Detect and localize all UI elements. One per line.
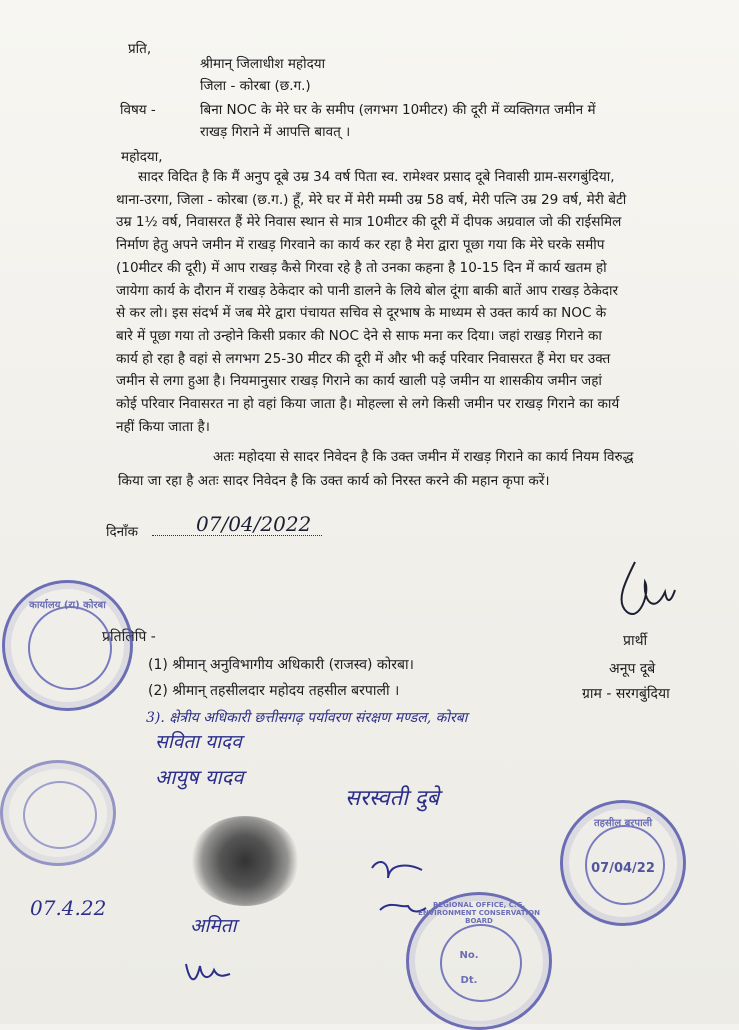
body-paragraph [116, 166, 696, 438]
body-line: बारे में पूछा गया तो उन्होने किसी प्रकार की NOC देने से साफ मना कर दिया। जहां राखड़ गिराने का [116, 327, 602, 344]
handwritten-name-amita: अमिता [190, 915, 237, 937]
thumb-impression [190, 816, 300, 906]
stamp-right-date: 07/04/22 [591, 861, 655, 876]
copy-item-1: (1) श्रीमान् अनुविभागीय अधिकारी (राजस्व) कोरबा। [148, 657, 414, 673]
copy-item-2: (2) श्रीमान् तहसीलदार महोदय तहसील बरपाली । [148, 683, 400, 699]
applicant-signature [605, 552, 685, 632]
applicant-village: ग्राम - सरगबुंदिया [582, 686, 670, 702]
stamp-left-text: कार्यालय (रा) कोरबा [29, 600, 106, 611]
body-line: कार्य हो रहा है वहां से लगभग 25-30 मीटर की दूरी में और भी कई परिवार निवासरत हैं मेरा घर उक्त [116, 350, 611, 367]
handwritten-name-savita: सविता यादव [155, 731, 242, 753]
body-line: थाना-उरगा, जिला - कोरबा (छ.ग.) हूँ, मेरे घर में मेरी मम्मी उम्र 58 वर्ष, मेरी पत्नि उम्र 29 वर्ष, मेरी बेटी [116, 191, 627, 208]
closing-line-1: अतः महोदया से सादर निवेदन है कि उक्त जमीन में राखड़ गिराने का कार्य नियम विरुद्ध [213, 449, 634, 465]
tehsil-stamp-right [560, 800, 686, 926]
subject-line-1: बिना NOC के मेरे घर के समीप (लगभग 10मीटर) की दूरी में व्यक्तिगत जमीन में [200, 102, 596, 118]
body-line: नहीं किया जाता है। [116, 418, 210, 435]
salutation: महोदया, [121, 149, 163, 165]
recipient-line-2: जिला - कोरबा (छ.ग.) [200, 78, 311, 94]
body-line: (10मीटर की दूरी) में आप राखड़ कैसे गिरवा रहे है तो उनका कहना है 10-15 दिन में कार्य खतम हो [116, 259, 607, 276]
body-line: से कर लो। इस संदर्भ में जब मेरे द्वारा पंचायत सचिव से दूरभाष के माध्यम से उक्त कार्य का NOC के [116, 305, 607, 322]
amita-signature [180, 944, 240, 994]
recipient-line-1: श्रीमान् जिलाधीश महोदया [200, 56, 326, 72]
environment-board-stamp [406, 892, 552, 1030]
date-handwritten: 07/04/2022 [196, 512, 312, 536]
stamp-bottom-ring: REGIONAL OFFICE, C.G. ENVIRONMENT CONSERVATION BOARD [418, 901, 540, 925]
applicant-name: अनूप दूबे [609, 661, 656, 677]
office-stamp-left-faded [0, 760, 116, 866]
stamp-bottom-dt: Dt. [460, 975, 478, 986]
handwritten-name-saraswati: सरस्वती दुबे [345, 786, 440, 811]
stamp-bottom-no: No. [459, 950, 479, 961]
subject-label: विषय - [120, 102, 156, 118]
body-line: कोई परिवार निवासरत ना हो वहां किया जाता है। मोहल्ला से लगे किसी जमीन पर राखड़ गिराने का कार्य [116, 396, 620, 413]
body-line: जायेगा कार्य के दौरान में राखड़ ठेकेदार को पानी डालने के लिये बोल दूंगा बाकी बातें आप राखड़ ठेकेदार [116, 282, 619, 299]
body-line: निर्माण हेतु अपने जमीन में राखड़ गिरवाने का कार्य कर रहा है मेरा द्वारा पूछा गया कि मेरे घरके समीप [116, 237, 605, 254]
applicant-label: प्रार्थी [623, 633, 648, 649]
copy-label: प्रतिलिपि - [102, 629, 156, 645]
body-line: जमीन से लगा हुआ है। नियमानुसार राखड़ गिराने का कार्य खाली पड़े जमीन या शासकीय जमीन जहां [116, 373, 602, 390]
office-stamp-left [2, 580, 133, 711]
body-line: सादर विदित है कि मैं अनुप दूबे उम्र 34 वर्ष पिता स्व. रामेश्वर प्रसाद दूबे निवासी ग्राम-सरगबुंदिया, [138, 169, 615, 185]
stamp-right-text: तहसील बरपाली [593, 818, 653, 829]
handwritten-date: 07.4.22 [30, 896, 107, 920]
copy-item-3-handwritten: 3). क्षेत्रीय अधिकारी छत्तीसगढ़ पर्यावरण संरक्षण मण्डल, कोरबा [146, 710, 468, 726]
closing-line-2: किया जा रहा है अतः सादर निवेदन है कि उक्त कार्य को निरस्त करने की महान कृपा करें। [118, 473, 550, 489]
subject-line-2: राखड़ गिराने में आपत्ति बावत् । [200, 124, 351, 140]
body-line: उम्र 1½ वर्ष, निवासरत हैं मेरे निवास स्थान से मात्र 10मीटर की दूरी में दीपक अग्रवाल जो की राईसमिल [116, 214, 622, 231]
prati-label: प्रति, [128, 41, 152, 57]
handwritten-name-aayush: आयुष यादव [155, 765, 244, 789]
date-label: दिनाँक [106, 524, 139, 540]
